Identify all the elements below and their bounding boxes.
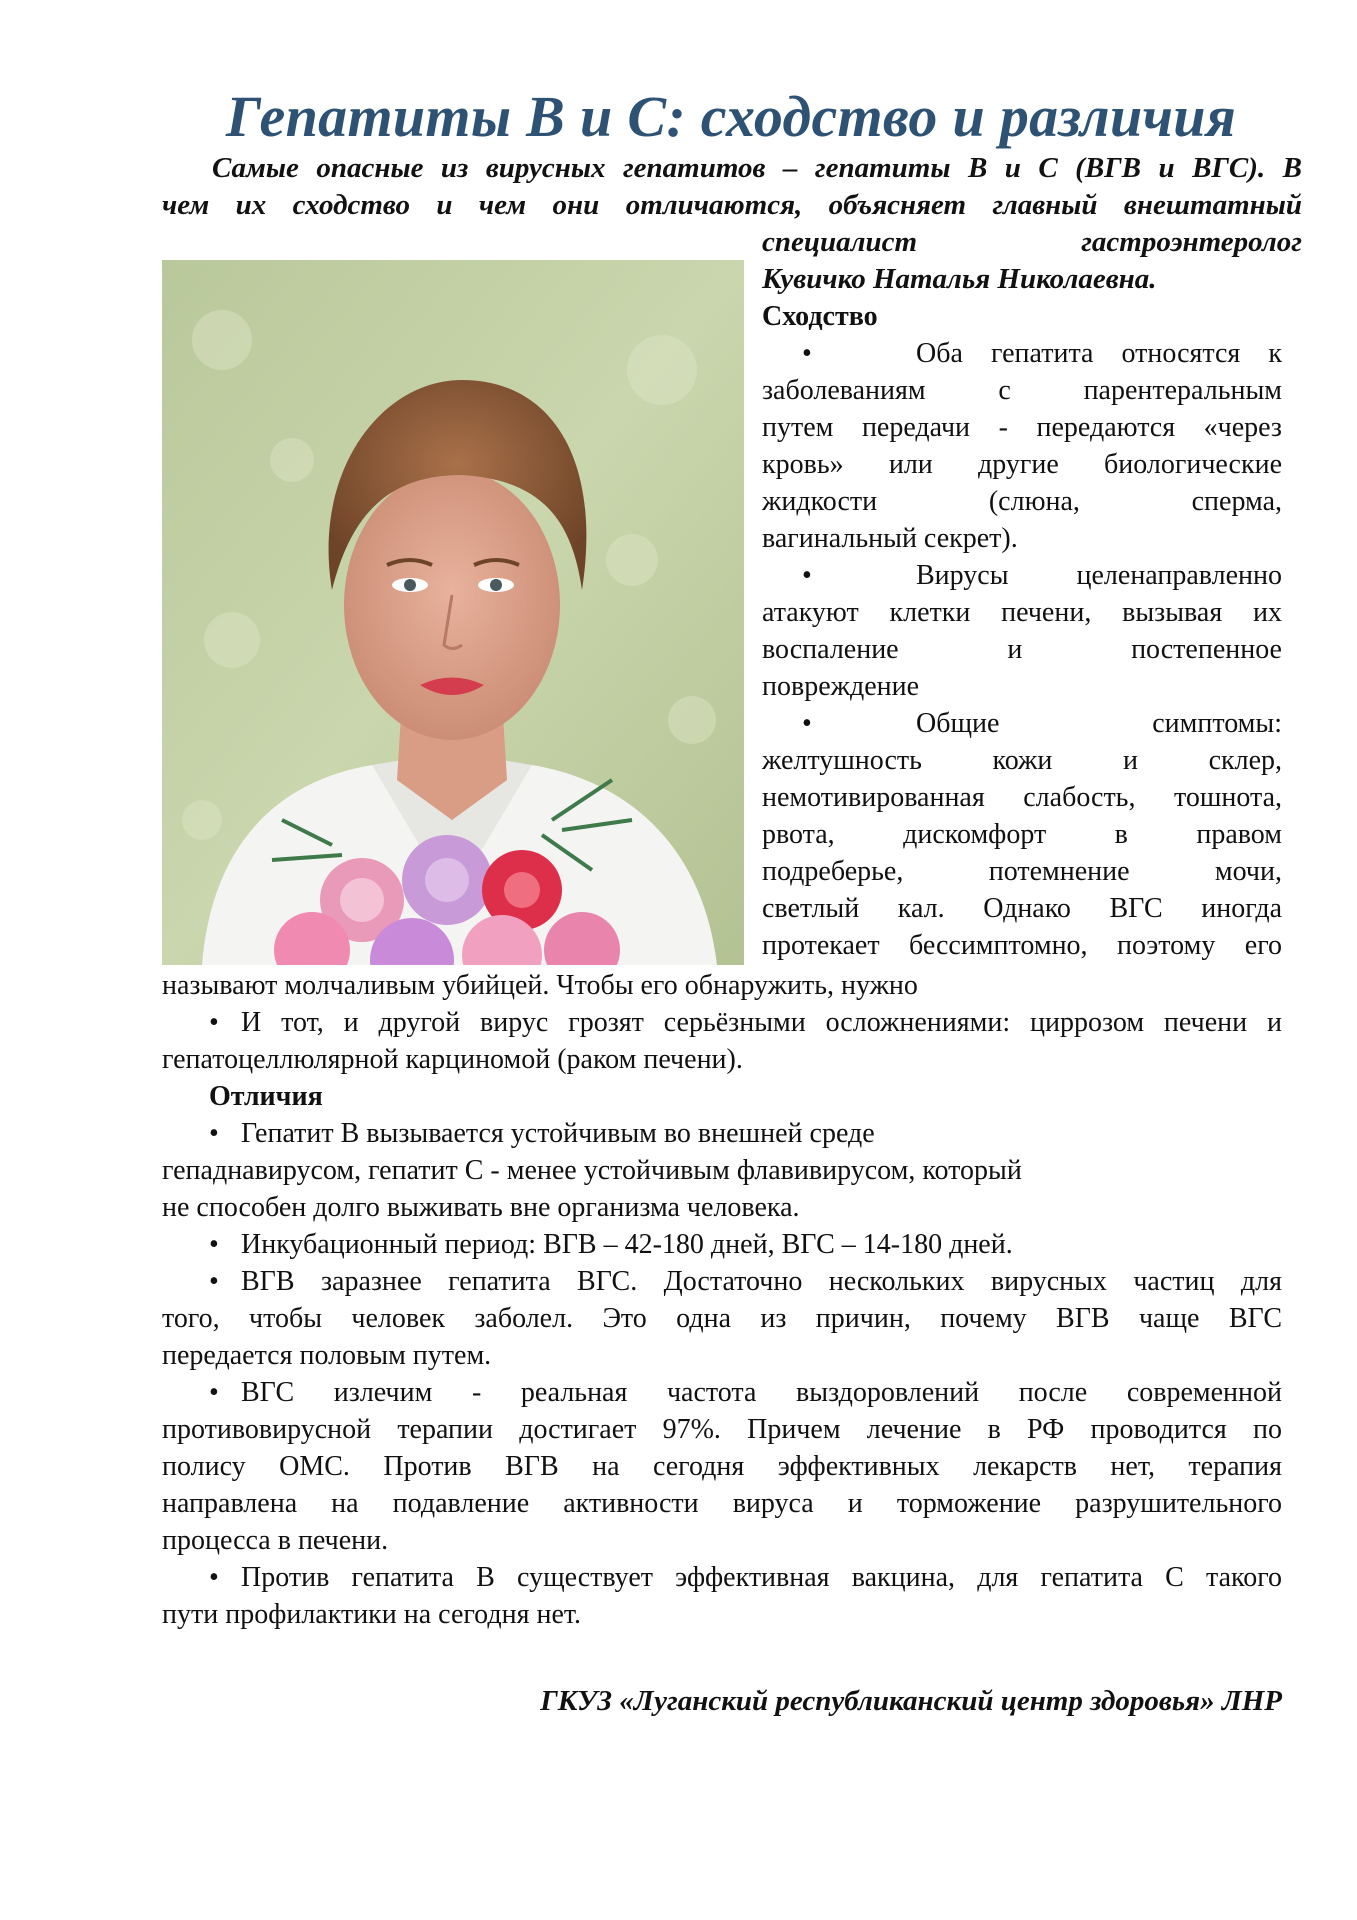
list-line: жидкости (слюна, сперма, — [762, 486, 1282, 517]
list-line: путем передачи - передаются «через — [762, 412, 1282, 443]
list-line: процесса в печени. — [162, 1525, 389, 1556]
lead-line: чем их сходство и чем они отличаются, объясняет главный внештатный — [162, 189, 1302, 221]
list-line: • Оба гепатита относятся к — [762, 335, 1282, 372]
bullet-icon: • — [209, 1562, 219, 1593]
footer-signature: ГКУЗ «Луганский республиканский центр здоровья» ЛНР — [540, 1685, 1282, 1717]
list-line: подреберье, потемнение мочи, — [762, 856, 1282, 887]
page-title: Гепатиты В и С: сходство и различия — [225, 84, 1237, 149]
list-line: атакуют клетки печени, вызывая их — [762, 597, 1282, 628]
portrait-photo — [162, 260, 744, 965]
main-text — [162, 967, 1282, 1633]
list-line: воспаление и постепенное — [762, 634, 1282, 665]
bullet-icon: • — [802, 560, 812, 591]
list-line: • Общие симптомы: — [762, 705, 1282, 742]
list-line: • Вирусы целенаправленно — [762, 557, 1282, 594]
list-line: кровь» или другие биологические — [762, 449, 1282, 480]
similarity-item — [762, 705, 1282, 964]
list-line: гепаднавирусом, гепатит С - менее устойчивым флавивирусом, который — [162, 1155, 1022, 1186]
list-line: немотивированная слабость, тошнота, — [762, 782, 1282, 813]
list-line: светлый кал. Однако ВГС иногда — [762, 893, 1282, 924]
list-line: желтушность кожи и склер, — [762, 745, 1282, 776]
bullet-icon: • — [209, 1266, 219, 1297]
lead-line: специалист гастроэнтеролог — [762, 226, 1302, 258]
list-line: • Гепатит В вызывается устойчивым во внешней среде — [162, 1115, 1282, 1152]
similarity-heading: Сходство — [762, 301, 878, 332]
list-line: пути профилактики на сегодня нет. — [162, 1599, 582, 1630]
bullet-icon: • — [209, 1007, 219, 1038]
differences-heading: Отличия — [209, 1081, 323, 1112]
lead-line: Самые опасные из вирусных гепатитов – гепатиты В и С (ВГВ и ВГС). В — [212, 152, 1302, 184]
bullet-icon: • — [802, 338, 812, 369]
bullet-icon: • — [802, 708, 812, 739]
list-line: • Инкубационный период: ВГВ – 42-180 дней, ВГС – 14-180 дней. — [162, 1226, 1282, 1263]
list-line: • Против гепатита В существует эффективная вакцина, для гепатита С такого — [162, 1559, 1282, 1596]
list-line: полису ОМС. Против ВГВ на сегодня эффективных лекарств нет, терапия — [162, 1451, 1282, 1482]
list-line: • ВГС излечим - реальная частота выздоровлений после современной — [162, 1374, 1282, 1411]
lead-line: Кувичко Наталья Николаевна. — [762, 263, 1157, 295]
list-line: • ВГВ заразнее гепатита ВГС. Достаточно нескольких вирусных частиц для — [162, 1263, 1282, 1300]
list-line: направлена на подавление активности вируса и торможение разрушительного — [162, 1488, 1282, 1519]
bullet-icon: • — [209, 1377, 219, 1408]
list-line: противовирусной терапии достигает 97%. Причем лечение в РФ проводится по — [162, 1414, 1282, 1445]
list-line: передается половым путем. — [162, 1340, 492, 1371]
list-line: вагинальный секрет). — [762, 523, 1018, 554]
list-line: протекает бессимптомно, поэтому его — [762, 930, 1282, 961]
bullet-icon: • — [209, 1229, 219, 1260]
list-line: рвота, дискомфорт в правом — [762, 819, 1282, 850]
similarity-column — [762, 298, 1282, 964]
list-line: не способен долго выживать вне организма человека. — [162, 1192, 800, 1223]
similarity-item — [762, 557, 1282, 705]
list-line: • И тот, и другой вирус грозят серьёзными осложнениями: циррозом печени и — [162, 1004, 1282, 1041]
similarity-item — [762, 335, 1282, 557]
list-line: заболеваниям с парентеральным — [762, 375, 1282, 406]
list-line: того, чтобы человек заболел. Это одна из причин, почему ВГВ чаще ВГС — [162, 1303, 1282, 1334]
list-line: гепатоцеллюлярной карциномой (раком печени). — [162, 1044, 743, 1075]
list-line: повреждение — [762, 671, 920, 702]
list-line: называют молчаливым убийцей. Чтобы его обнаружить, нужно — [162, 970, 918, 1001]
bullet-icon: • — [209, 1118, 219, 1149]
